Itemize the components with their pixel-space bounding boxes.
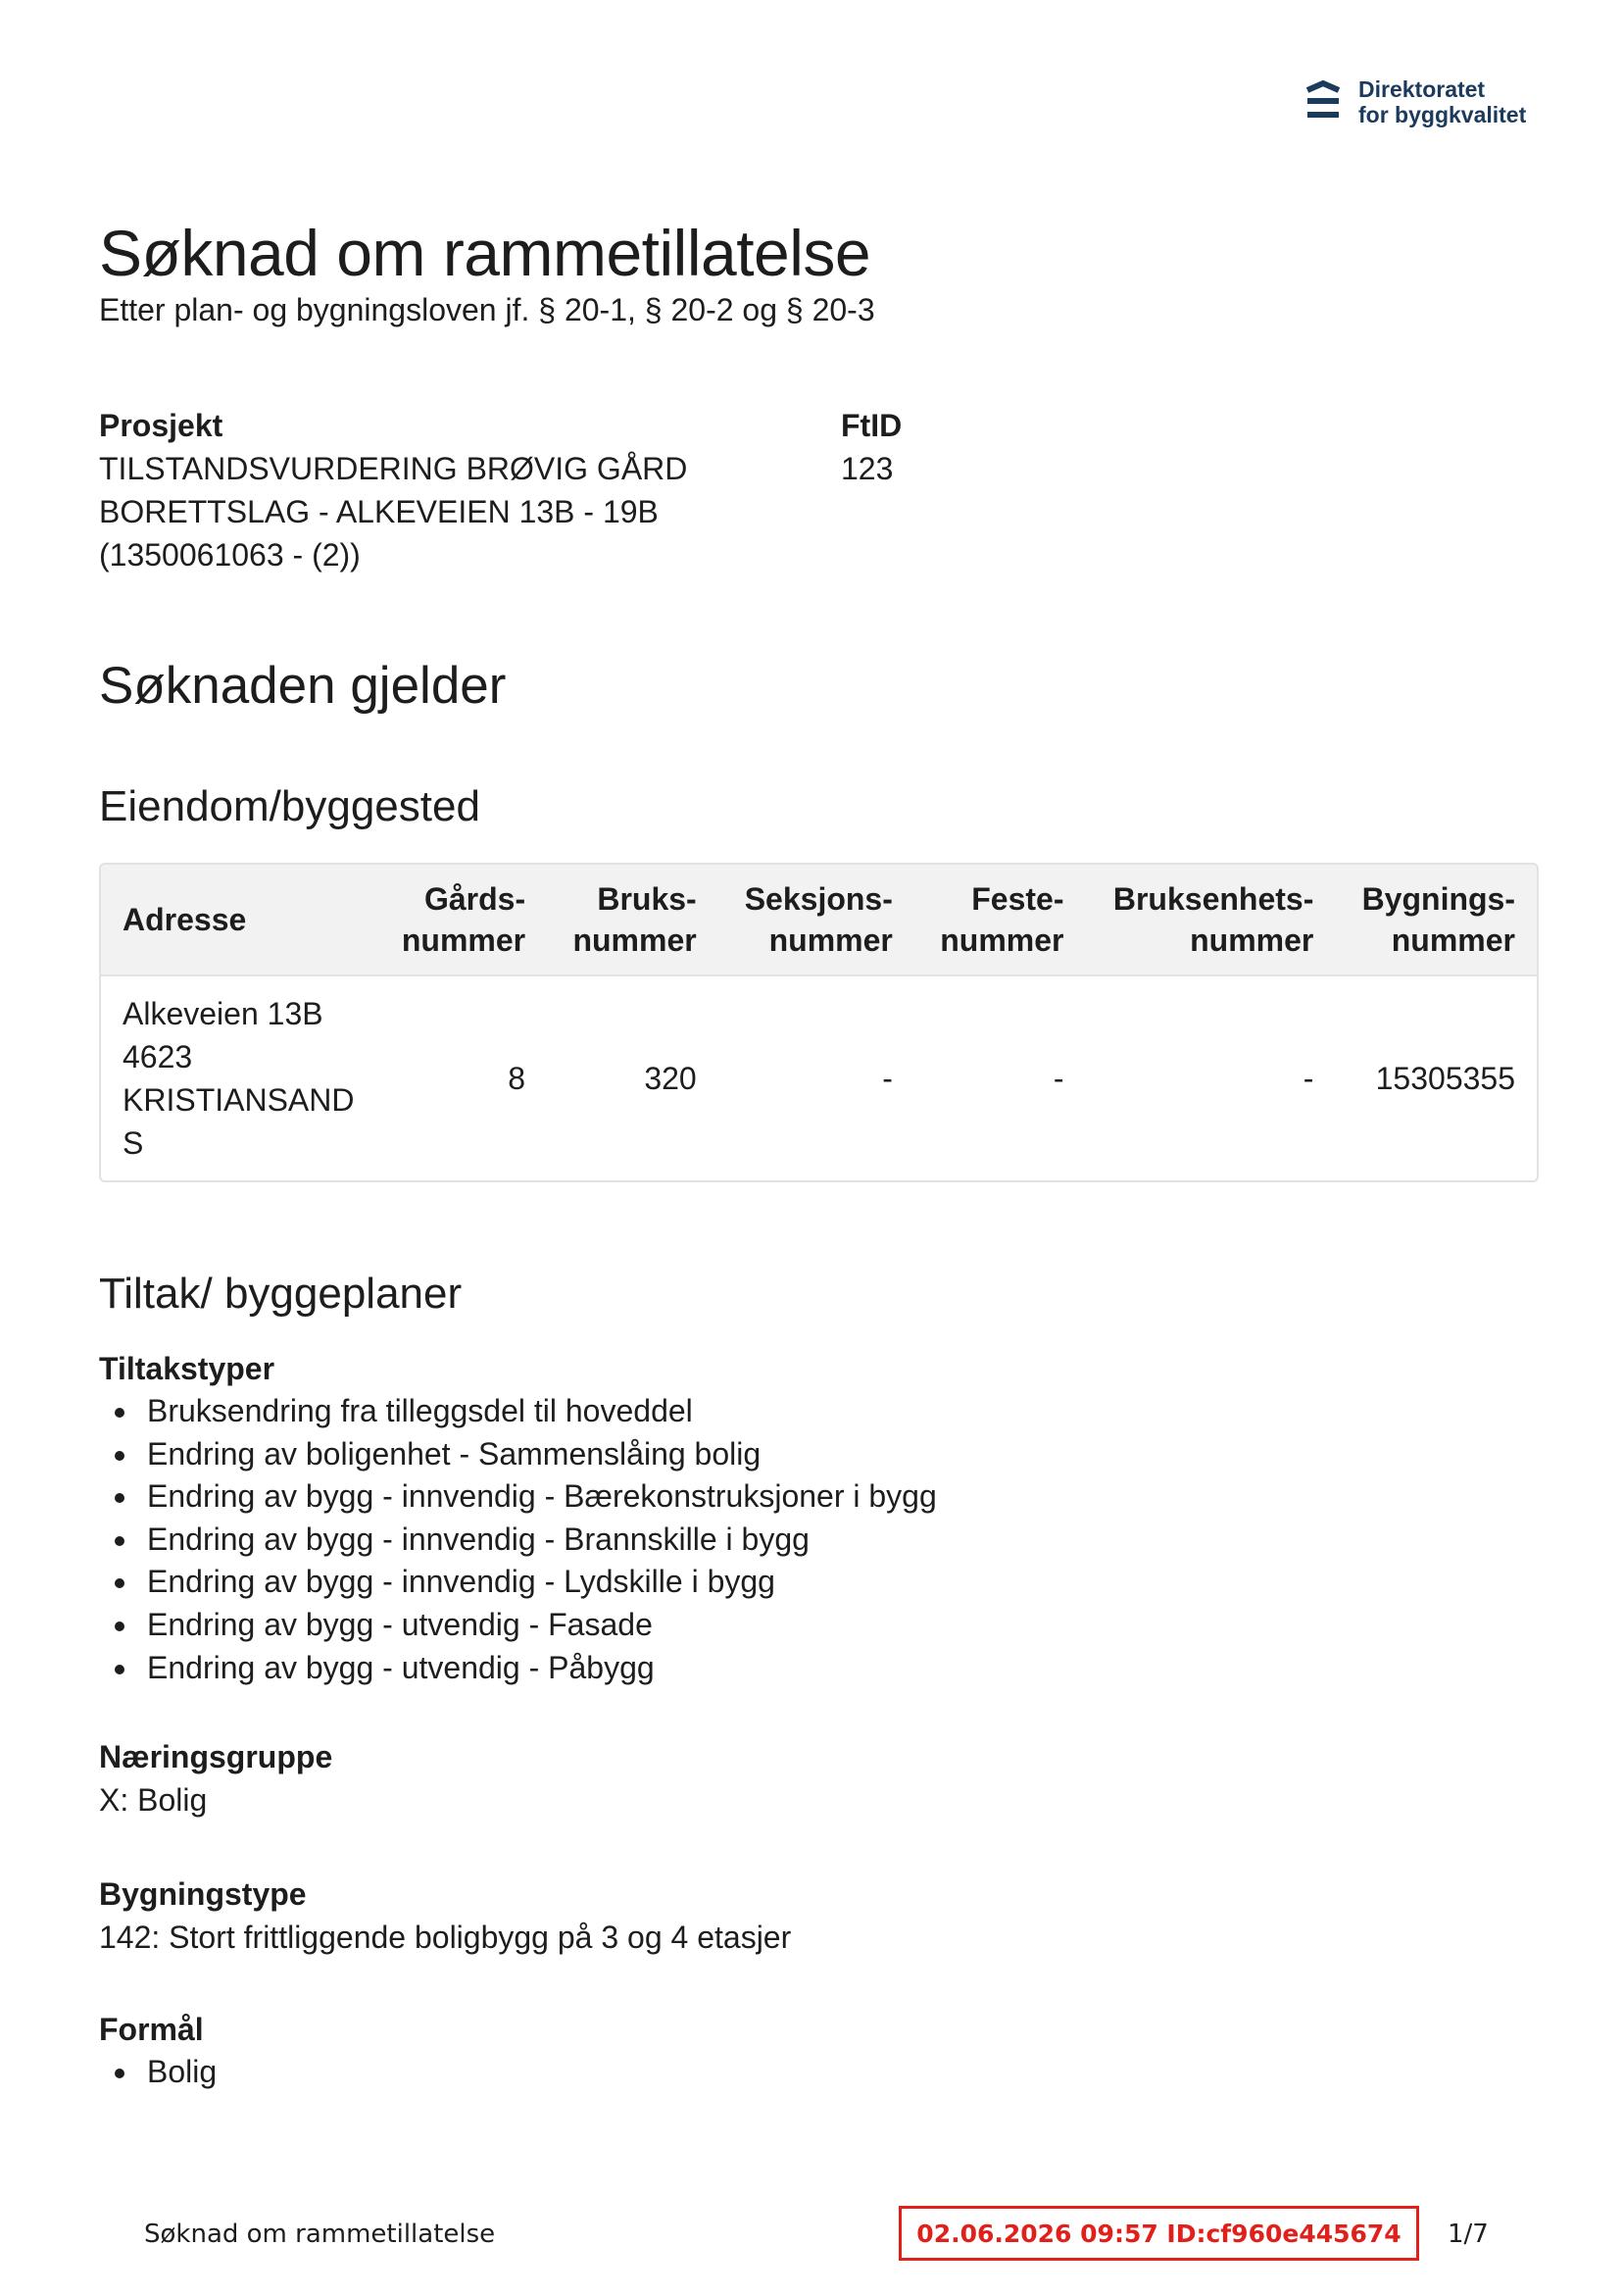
application-heading: Søknaden gjelder — [99, 657, 507, 715]
industry-value: X: Bolig — [99, 1782, 208, 1818]
purpose-block — [99, 2008, 1535, 2094]
logo-line-1: Direktoratet — [1358, 76, 1486, 102]
industry-label: Næringsgruppe — [99, 1739, 333, 1774]
building-type-block — [99, 1872, 1535, 1959]
list-item: Endring av bygg - innvendig - Brannskille i bygg — [99, 1519, 1535, 1562]
logo-text — [1358, 76, 1526, 127]
project-label: Prosjekt — [99, 408, 223, 443]
list-item: Bolig — [99, 2051, 1535, 2094]
page-footer — [0, 2206, 1623, 2269]
list-item: Bruksendring fra tilleggsdel til hoveddel — [99, 1390, 1535, 1433]
measure-types-list — [99, 1390, 1535, 1689]
timestamp-stamp: 02.06.2026 09:57 ID:cf960e445674 — [899, 2206, 1419, 2261]
purpose-label: Formål — [99, 2012, 204, 2047]
footer-title: Søknad om rammetillatelse — [144, 2220, 496, 2249]
cell-address: Alkeveien 13B 4623 KRISTIANSAND S — [123, 996, 355, 1161]
project-line: TILSTANDSVURDERING BRØVIG GÅRD — [99, 451, 688, 486]
measure-types-block — [99, 1347, 1535, 1689]
column-header-bruksnummer: Bruks- nummer — [547, 865, 718, 975]
cell-gardsnummer: 8 — [508, 1061, 526, 1096]
cell-bruksenhetsnummer: - — [1303, 1061, 1314, 1096]
ftid-value: 123 — [841, 451, 894, 486]
document-subtitle: Etter plan- og bygningsloven jf. § 20-1, § 20-2 og § 20-3 — [99, 292, 875, 327]
list-item: Endring av bygg - innvendig - Lydskille i bygg — [99, 1561, 1535, 1604]
column-header-bruksenhetsnummer: Bruksenhets- nummer — [1085, 865, 1335, 975]
project-block — [99, 404, 687, 576]
column-header-adresse: Adresse — [101, 865, 375, 975]
industry-block — [99, 1735, 1535, 1822]
measure-types-label: Tiltakstyper — [99, 1351, 275, 1386]
cell-bruksnummer: 320 — [644, 1061, 697, 1096]
measures-heading: Tiltak/ byggeplaner — [99, 1270, 463, 1318]
table-header-row — [101, 865, 1537, 975]
column-header-gardsnummer: Gårds- nummer — [375, 865, 547, 975]
logo — [1303, 76, 1526, 127]
building-type-value: 142: Stort frittliggende boligbygg på 3 og 4 etasjer — [99, 1920, 792, 1955]
column-header-bygningsnummer: Bygnings- nummer — [1335, 865, 1537, 975]
list-item: Endring av bygg - innvendig - Bærekonstruksjoner i bygg — [99, 1475, 1535, 1519]
ftid-block — [841, 404, 902, 490]
cell-bygningsnummer: 15305355 — [1375, 1061, 1515, 1096]
cell-seksjonsnummer: - — [882, 1061, 893, 1096]
page-number: 1/7 — [1448, 2220, 1489, 2249]
project-line: BORETTSLAG - ALKEVEIEN 13B - 19B — [99, 494, 659, 529]
logo-line-2: for byggkvalitet — [1358, 102, 1527, 127]
dibk-logo-icon — [1303, 78, 1343, 125]
list-item: Endring av bygg - utvendig - Påbygg — [99, 1647, 1535, 1690]
table-row — [101, 975, 1537, 1180]
purpose-list — [99, 2051, 1535, 2094]
list-item: Endring av bygg - utvendig - Fasade — [99, 1604, 1535, 1647]
column-header-festenummer: Feste- nummer — [914, 865, 1086, 975]
project-line: (1350061063 - (2)) — [99, 537, 361, 573]
cell-festenummer: - — [1053, 1061, 1064, 1096]
building-type-label: Bygningstype — [99, 1876, 307, 1912]
ftid-label: FtID — [841, 408, 903, 443]
document-title: Søknad om rammetillatelse — [99, 217, 871, 289]
property-heading: Eiendom/byggested — [99, 782, 480, 830]
column-header-seksjonsnummer: Seksjons- nummer — [718, 865, 914, 975]
property-table — [99, 863, 1539, 1182]
list-item: Endring av boligenhet - Sammenslåing bolig — [99, 1433, 1535, 1476]
